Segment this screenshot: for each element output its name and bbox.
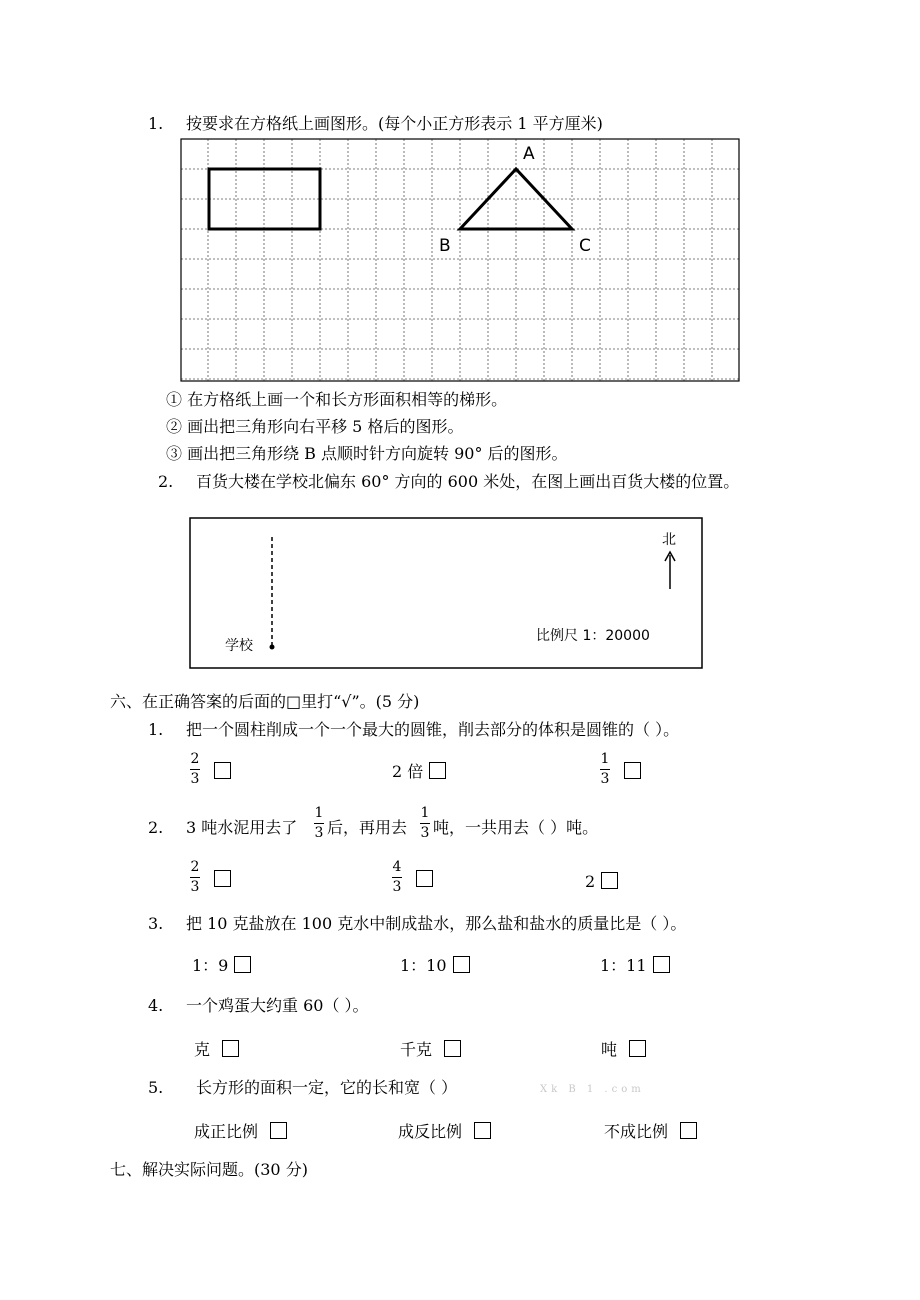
s6q2-number: 2. — [148, 818, 164, 837]
s6q5-opt1: 成正比例 — [194, 1122, 287, 1142]
s6q4-number: 4. — [148, 996, 164, 1015]
s6q2-opt1-fraction: 2 3 — [190, 859, 200, 895]
s6q1-opt2-checkbox[interactable] — [429, 762, 446, 779]
s6q1-opt1-fraction: 2 3 — [190, 751, 200, 787]
s6q3-number: 3. — [148, 914, 164, 933]
scale-label: 比例尺 1：20000 — [536, 628, 650, 644]
q1-number: 1. — [148, 114, 164, 133]
s6q3-opt1-checkbox[interactable] — [234, 956, 251, 973]
s6q3-opt2-checkbox[interactable] — [453, 956, 470, 973]
s6q5-text: 长方形的面积一定，它的长和宽（ ） — [196, 1078, 458, 1097]
s6q1-number: 1. — [148, 720, 164, 739]
s6q5-opt2: 成反比例 — [398, 1122, 491, 1142]
section7-title: 七、解决实际问题。(30 分) — [110, 1160, 308, 1179]
s6q2-fraction-1: 1 3 — [314, 805, 324, 841]
grid-paper — [180, 138, 740, 383]
q2-text: 百货大楼在学校北偏东 60° 方向的 600 米处，在图上画出百货大楼的位置。 — [196, 472, 740, 491]
s6q5-opt3-checkbox[interactable] — [680, 1122, 697, 1139]
s6q5-opt3: 不成比例 — [604, 1122, 697, 1142]
s6q3-opt3-checkbox[interactable] — [653, 956, 670, 973]
s6q3-opt2: 1：10 — [400, 956, 470, 976]
s6q2-fraction-2: 1 3 — [420, 805, 430, 841]
section6-title: 六、在正确答案的后面的□里打“√”。(5 分) — [110, 692, 420, 711]
q1-sub-3: ③ 画出把三角形绕 B 点顺时针方向旋转 90° 后的图形。 — [166, 444, 568, 463]
s6q2-text-b: 后，再用去 — [327, 818, 408, 837]
map-box — [189, 517, 705, 671]
s6q4-opt3-checkbox[interactable] — [629, 1040, 646, 1057]
s6q3-opt1: 1：9 — [192, 956, 251, 976]
s6q1-opt1-checkbox[interactable] — [214, 762, 231, 779]
school-label: 学校 — [225, 638, 253, 654]
q1-sub-1: ① 在方格纸上画一个和长方形面积相等的梯形。 — [166, 390, 508, 409]
s6q2-opt3: 2 — [585, 872, 618, 892]
s6q4-opt1-checkbox[interactable] — [222, 1040, 239, 1057]
q2-number: 2. — [158, 472, 174, 491]
s6q4-opt2-checkbox[interactable] — [444, 1040, 461, 1057]
s6q2-opt2-checkbox[interactable] — [416, 870, 433, 887]
s6q5-number: 5. — [148, 1078, 164, 1097]
north-label: 北 — [662, 532, 676, 548]
s6q5-opt1-checkbox[interactable] — [270, 1122, 287, 1139]
s6q2-opt2-fraction: 4 3 — [392, 859, 402, 895]
s6q2-text-c: 吨，一共用去（ ）吨。 — [433, 818, 599, 837]
q1-sub-2: ② 画出把三角形向右平移 5 格后的图形。 — [166, 417, 464, 436]
s6q2-opt1-checkbox[interactable] — [214, 870, 231, 887]
s6q4-opt1: 克 — [194, 1040, 239, 1060]
s6q1-opt2: 2 倍 — [392, 762, 446, 782]
s6q4-text: 一个鸡蛋大约重 60（ ）。 — [186, 996, 369, 1015]
vertex-label-c: C — [579, 236, 591, 256]
s6q4-opt3: 吨 — [601, 1040, 646, 1060]
s6q5-opt2-checkbox[interactable] — [474, 1122, 491, 1139]
vertex-label-a: A — [523, 144, 535, 164]
vertex-label-b: B — [439, 236, 451, 256]
s6q1-opt3-checkbox[interactable] — [624, 762, 641, 779]
watermark: Xk B 1 .com — [540, 1084, 645, 1095]
q1-text: 按要求在方格纸上画图形。(每个小正方形表示 1 平方厘米) — [186, 114, 603, 133]
s6q3-text: 把 10 克盐放在 100 克水中制成盐水，那么盐和盐水的质量比是（ ）。 — [186, 914, 687, 933]
school-point — [270, 645, 275, 650]
s6q4-opt2: 千克 — [400, 1040, 461, 1060]
s6q3-opt3: 1：11 — [600, 956, 670, 976]
s6q1-text: 把一个圆柱削成一个一个最大的圆锥，削去部分的体积是圆锥的（ ）。 — [186, 720, 680, 739]
s6q2-opt3-checkbox[interactable] — [601, 872, 618, 889]
s6q2-text-a: 3 吨水泥用去了 — [186, 818, 298, 837]
s6q1-opt3-fraction: 1 3 — [600, 751, 610, 787]
